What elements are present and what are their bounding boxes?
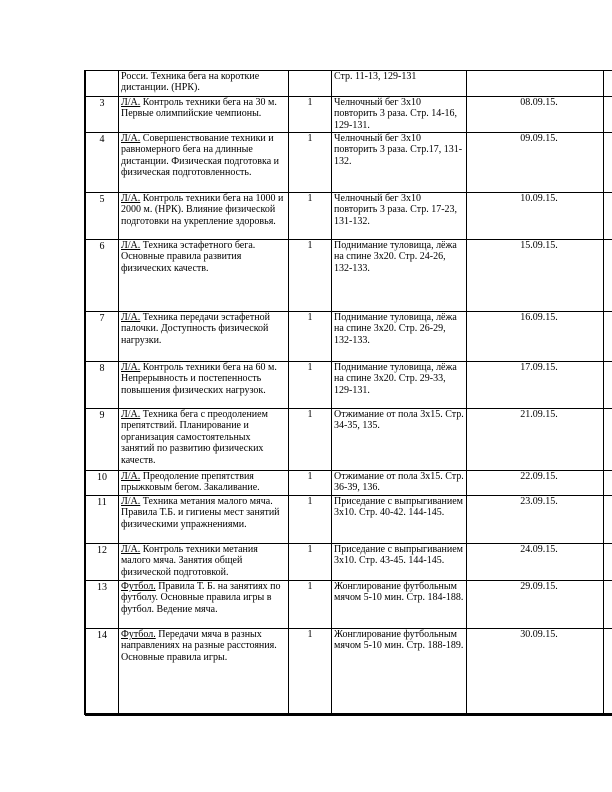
- section-label: Л/А.: [121, 471, 141, 482]
- topic-text: Росси. Техника бега на короткие дистанции. (НРК).: [121, 71, 260, 94]
- table-row: [86, 496, 612, 544]
- table-row: [86, 133, 612, 193]
- lesson-date: 23.09.15.: [467, 496, 604, 544]
- lesson-hours: 1: [289, 471, 332, 496]
- lesson-topic: [119, 496, 289, 544]
- lesson-number: [86, 71, 119, 97]
- section-label: Л/А.: [121, 240, 141, 251]
- lesson-topic: [119, 409, 289, 471]
- lesson-date: 29.09.15.: [467, 581, 604, 629]
- topic-text: Контроль техники бега на 1000 и 2000 м. (НРК). Влияние физической подготовки на укрепление здоровья.: [121, 193, 284, 227]
- table-row: [86, 544, 612, 581]
- lesson-number: 4: [86, 133, 119, 193]
- section-label: Л/А.: [121, 496, 141, 507]
- extra-cell: [604, 409, 612, 471]
- topic-text: Правила Т. Б. на занятиях по футболу. Основные правила игры в футбол. Ведение мяча.: [121, 581, 281, 615]
- table-row: [86, 97, 612, 133]
- table-row: [86, 629, 612, 716]
- topic-text: Преодоление препятствия прыжковым бегом. Закаливание.: [121, 471, 260, 494]
- table-row: [86, 312, 612, 362]
- lesson-hours: 1: [289, 312, 332, 362]
- extra-cell: [604, 97, 612, 133]
- lesson-plan-table: [84, 70, 612, 715]
- extra-cell: [604, 193, 612, 240]
- lesson-topic: [119, 97, 289, 133]
- lesson-hours: 1: [289, 240, 332, 312]
- lesson-hours: [289, 71, 332, 97]
- extra-cell: [604, 240, 612, 312]
- lesson-number: 9: [86, 409, 119, 471]
- lesson-number: 12: [86, 544, 119, 581]
- lesson-number: 14: [86, 629, 119, 716]
- homework: Поднимание туловища, лёжа на спине 3х20. Стр. 29-33, 129-131.: [332, 362, 467, 409]
- lesson-number: 7: [86, 312, 119, 362]
- lesson-date: 15.09.15.: [467, 240, 604, 312]
- homework: Поднимание туловища, лёжа на спине 3х20. Стр. 24-26, 132-133.: [332, 240, 467, 312]
- lesson-topic: [119, 544, 289, 581]
- homework: Отжимание от пола 3х15. Стр. 34-35, 135.: [332, 409, 467, 471]
- section-label: Футбол.: [121, 629, 156, 640]
- section-label: Л/А.: [121, 312, 141, 323]
- homework: Жонглирование футбольным мячом 5-10 мин. Стр. 188-189.: [332, 629, 467, 716]
- homework: Поднимание туловища, лёжа на спине 3х20. Стр. 26-29, 132-133.: [332, 312, 467, 362]
- lesson-date: 10.09.15.: [467, 193, 604, 240]
- lesson-hours: 1: [289, 133, 332, 193]
- lesson-date: 21.09.15.: [467, 409, 604, 471]
- lesson-number: 5: [86, 193, 119, 240]
- homework: Челночный бег 3х10 повторить 3 раза. Стр. 17-23, 131-132.: [332, 193, 467, 240]
- topic-text: Передачи мяча в разных направлениях на разные расстояния. Основные правила игры.: [121, 629, 277, 663]
- lesson-topic: [119, 581, 289, 629]
- lesson-topic: [119, 133, 289, 193]
- lesson-hours: 1: [289, 362, 332, 409]
- extra-cell: [604, 581, 612, 629]
- lesson-number: 6: [86, 240, 119, 312]
- lesson-number: 13: [86, 581, 119, 629]
- lesson-date: 22.09.15.: [467, 471, 604, 496]
- lesson-hours: 1: [289, 97, 332, 133]
- homework: Стр. 11-13, 129-131: [332, 71, 467, 97]
- extra-cell: [604, 629, 612, 716]
- section-label: Л/А.: [121, 362, 141, 373]
- lesson-date: 16.09.15.: [467, 312, 604, 362]
- lesson-topic: [119, 471, 289, 496]
- lesson-hours: 1: [289, 629, 332, 716]
- topic-text: Техника бега с преодолением препятствий. Планирование и организация самостоятельных занятий по развитию физических качеств.: [121, 409, 268, 466]
- lesson-topic: [119, 629, 289, 716]
- lesson-topic: [119, 312, 289, 362]
- extra-cell: [604, 496, 612, 544]
- lesson-date: 24.09.15.: [467, 544, 604, 581]
- lesson-hours: 1: [289, 409, 332, 471]
- homework: Приседание с выпрыгиванием 3х10. Стр. 43-45. 144-145.: [332, 544, 467, 581]
- table-row: [86, 409, 612, 471]
- extra-cell: [604, 312, 612, 362]
- table-row: [86, 71, 612, 97]
- homework: Жонглирование футбольным мячом 5-10 мин. Стр. 184-188.: [332, 581, 467, 629]
- lesson-number: 3: [86, 97, 119, 133]
- lesson-hours: 1: [289, 193, 332, 240]
- lesson-topic: [119, 193, 289, 240]
- section-label: Л/А.: [121, 193, 141, 204]
- section-label: Л/А.: [121, 544, 141, 555]
- table-row: [86, 362, 612, 409]
- topic-text: Контроль техники метания малого мяча. Занятия общей физической подготовкой.: [121, 544, 258, 578]
- lesson-date: 30.09.15.: [467, 629, 604, 716]
- homework: Челночный бег 3х10 повторить 3 раза. Стр. 14-16, 129-131.: [332, 97, 467, 133]
- homework: Приседание с выпрыгиванием 3х10. Стр. 40-42. 144-145.: [332, 496, 467, 544]
- section-label: Л/А.: [121, 97, 141, 108]
- lesson-date: 09.09.15.: [467, 133, 604, 193]
- lesson-hours: 1: [289, 581, 332, 629]
- lesson-topic: [119, 71, 289, 97]
- section-label: Л/А.: [121, 409, 141, 420]
- lesson-topic: [119, 362, 289, 409]
- lesson-number: 11: [86, 496, 119, 544]
- lesson-hours: 1: [289, 496, 332, 544]
- topic-text: Совершенствование техники и равномерного бега на длинные дистанции. Физическая подготовка и физическая подготовленность.: [121, 133, 279, 179]
- topic-text: Контроль техники бега на 30 м. Первые олимпийские чемпионы.: [121, 97, 277, 120]
- table-row: [86, 581, 612, 629]
- lesson-date: [467, 71, 604, 97]
- section-label: Футбол.: [121, 581, 156, 592]
- section-label: Л/А.: [121, 133, 141, 144]
- homework: Отжимание от пола 3х15. Стр. 36-39, 136.: [332, 471, 467, 496]
- table-row: [86, 240, 612, 312]
- topic-text: Техника передачи эстафетной палочки. Доступность физической нагрузки.: [121, 312, 270, 346]
- lesson-hours: 1: [289, 544, 332, 581]
- extra-cell: [604, 133, 612, 193]
- extra-cell: [604, 471, 612, 496]
- topic-text: Контроль техники бега на 60 м. Непрерывность и постепенность повышения физических нагрузок.: [121, 362, 277, 396]
- lesson-number: 10: [86, 471, 119, 496]
- lesson-topic: [119, 240, 289, 312]
- extra-cell: [604, 71, 612, 97]
- table-row: [86, 471, 612, 496]
- extra-cell: [604, 362, 612, 409]
- table-row: [86, 193, 612, 240]
- lesson-date: 17.09.15.: [467, 362, 604, 409]
- lesson-number: 8: [86, 362, 119, 409]
- topic-text: Техника метания малого мяча. Правила Т.Б. и гигиены мест занятий физическими упражнениями.: [121, 496, 280, 530]
- lesson-date: 08.09.15.: [467, 97, 604, 133]
- topic-text: Техника эстафетного бега. Основные правила развития физических качеств.: [121, 240, 256, 274]
- extra-cell: [604, 544, 612, 581]
- homework: Челночный бег 3х10 повторить 3 раза. Стр.17, 131-132.: [332, 133, 467, 193]
